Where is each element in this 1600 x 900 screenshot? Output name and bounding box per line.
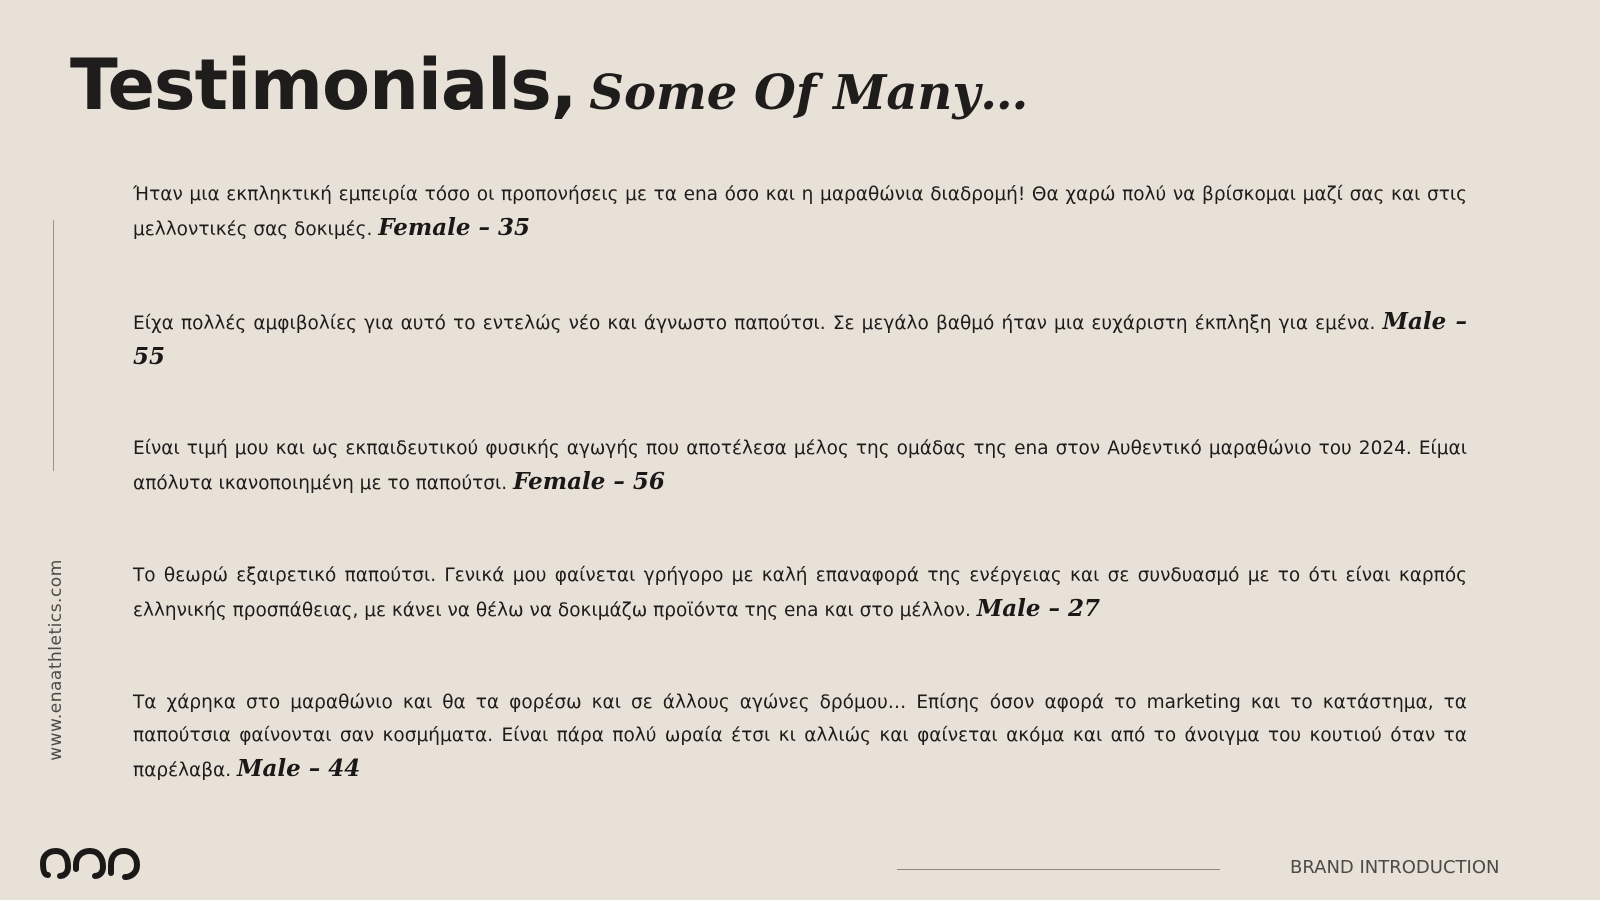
testimonial-text: Τα χάρηκα στο μαραθώνιο και θα τα φορέσω και σε άλλους αγώνες δρόμου… Επίσης όσον αφορά το marketing και το κατάστημα, τα παπούτσια φαίνονται σαν κοσμήματα. Είναι πάρα πολύ ωραία έτσι κι αλλιώς και φαίνεται ακόμα και από το άνοιγμα του κουτιού όταν τα παρέλαβα.: [133, 692, 1467, 781]
testimonial-item: [133, 432, 1467, 500]
title-subtitle: Some Of Many…: [589, 65, 1029, 121]
testimonial-text: Το θεωρώ εξαιρετικό παπούτσι. Γενικά μου φαίνεται γρήγορο με καλή επαναφορά της ενέργειας και σε συνδυασμό με το ότι είναι καρπός ελληνικής προσπάθειας, με κάνει να θέλω να δοκιμάζω προϊόντα της ena και στο μέλλον.: [133, 565, 1467, 621]
title-main: Testimonials,: [70, 44, 577, 126]
testimonial-author: Male – 27: [976, 595, 1101, 622]
sidebar-divider: [53, 220, 54, 471]
testimonial-item: [133, 305, 1467, 375]
testimonial-text: Είχα πολλές αμφιβολίες για αυτό το εντελώς νέο και άγνωστο παπούτσι. Σε μεγάλο βαθμό ήταν μια ευχάριστη έκπληξη για εμένα.: [133, 313, 1376, 334]
testimonial-text: Ήταν μια εκπληκτική εμπειρία τόσο οι προπονήσεις με τα ena όσο και η μαραθώνια διαδρομή! Θα χαρώ πολύ να βρίσκομαι μαζί σας και στις μελλοντικές σας δοκιμές.: [133, 184, 1467, 240]
page-title: [70, 44, 1029, 126]
testimonial-author: Male – 55: [133, 308, 1467, 370]
footer-label: BRAND INTRODUCTION: [1290, 857, 1500, 878]
testimonial-item: [133, 178, 1467, 246]
testimonial-item: [133, 559, 1467, 627]
testimonial-author: Female – 56: [513, 468, 665, 495]
testimonial-item: [133, 686, 1467, 787]
ena-logo-icon: [40, 843, 140, 883]
testimonial-author: Female – 35: [378, 214, 531, 241]
testimonial-text: Είναι τιμή μου και ως εκπαιδευτικού φυσικής αγωγής που αποτέλεσα μέλος της ομάδας της ena στον Αυθεντικό μαραθώνιο του 2024. Είμαι απόλυτα ικανοποιημένη με το παπούτσι.: [133, 438, 1467, 494]
website-label: www.enaathletics.com: [46, 559, 66, 761]
testimonial-author: Male – 44: [237, 755, 361, 782]
footer-divider: [897, 869, 1220, 870]
